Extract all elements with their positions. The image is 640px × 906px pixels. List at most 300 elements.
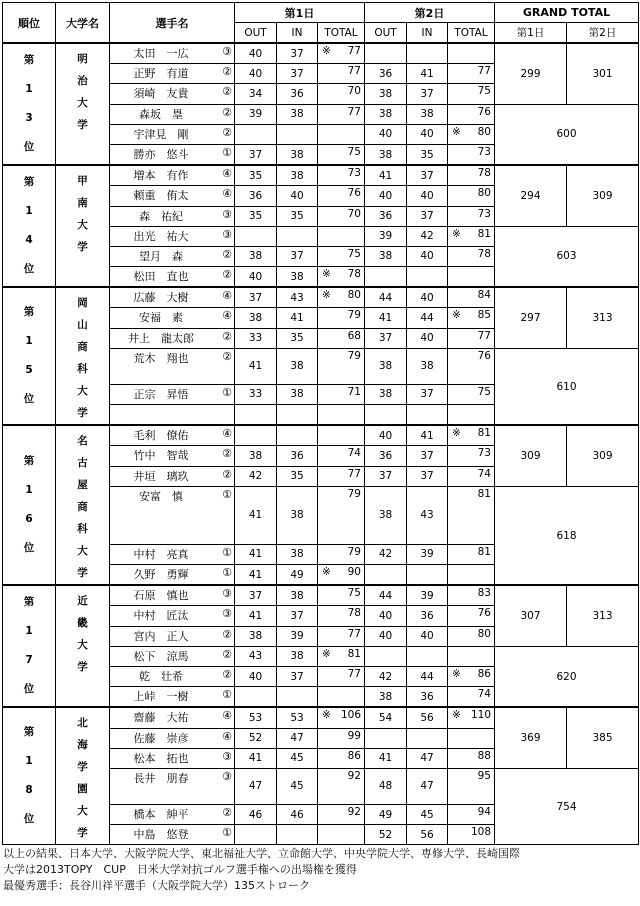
rank-char: 3 [25, 112, 33, 125]
d2-total-cell [448, 124, 495, 144]
player-year: ② [222, 447, 232, 461]
d2-total-score: 95 [477, 769, 491, 782]
d1-total-score: 75 [347, 145, 361, 158]
player-row [3, 287, 639, 308]
player-year: ② [222, 85, 232, 99]
player-cell [110, 544, 235, 564]
d2-total-score: 80 [477, 627, 491, 640]
note-line: 最優秀選手：長谷川祥平選手（大阪学院大学）135ストローク [3, 879, 310, 892]
d1-out-score [235, 124, 277, 144]
d1-total-score: 74 [347, 447, 361, 460]
d1-total-score: 77 [347, 668, 361, 680]
player-year: ② [222, 268, 232, 282]
d1-in-score [277, 825, 318, 845]
d2-total-cell [448, 348, 495, 384]
d2-total-cell [448, 425, 495, 446]
player-cell [110, 768, 235, 804]
player-name: 松本 拓也 [133, 751, 189, 765]
rank-char: 第 [23, 726, 35, 739]
university-char: 大 [77, 545, 88, 558]
player-cell [110, 246, 235, 266]
player-cell [110, 446, 235, 466]
d1-out-score [235, 226, 277, 246]
rank-char: 位 [23, 263, 35, 276]
player-year: ③ [222, 207, 232, 221]
player-name: 安福 素 [139, 311, 183, 325]
rank-char: 4 [25, 234, 33, 247]
header-day1-in: IN [277, 23, 318, 44]
d2-in-score: 45 [407, 805, 448, 825]
gt-day1-value: 297 [495, 287, 567, 348]
player-name: 中村 匠汰 [133, 609, 189, 623]
grand-total-value: 618 [495, 486, 639, 585]
d1-in-score: 46 [277, 805, 318, 825]
university-char: 学 [77, 241, 88, 254]
header-university: 大学名 [56, 3, 110, 44]
rank-char: 第 [23, 54, 35, 67]
d2-out-score [365, 267, 407, 288]
university-char: 治 [77, 75, 88, 87]
player-name: 森 祐紀 [139, 209, 183, 223]
d2-total-score: 78 [477, 167, 491, 180]
d1-total-score: 79 [347, 487, 361, 500]
d2-total-cell [448, 585, 495, 606]
d1-out-score: 41 [235, 486, 277, 544]
rank-char: 位 [23, 813, 35, 826]
university-char: 近 [77, 595, 88, 608]
gt-day1-value: 309 [495, 425, 567, 486]
d1-total-cell [318, 165, 365, 186]
d1-total-cell [318, 226, 365, 246]
d2-total-score: 77 [477, 65, 491, 78]
d1-in-score: 37 [277, 246, 318, 266]
player-year: ① [222, 545, 232, 559]
player-row [3, 585, 639, 606]
d2-out-score: 38 [365, 104, 407, 124]
d1-total-cell [318, 768, 365, 804]
d2-out-score: 41 [365, 308, 407, 328]
d1-in-score: 36 [277, 84, 318, 104]
d1-total-score: 92 [347, 769, 361, 782]
d2-out-score: 44 [365, 585, 407, 606]
d2-out-score: 38 [365, 144, 407, 165]
player-cell [110, 124, 235, 144]
d2-total-score: 78 [477, 247, 491, 260]
d1-total-score: 77 [347, 467, 361, 480]
rank-cell [3, 707, 56, 845]
d2-out-score [365, 646, 407, 666]
d1-out-score [235, 825, 277, 845]
d1-total-cell [318, 328, 365, 348]
d2-in-score: 37 [407, 446, 448, 466]
d1-total-cell [318, 246, 365, 266]
d2-total-cell [448, 728, 495, 748]
player-row [3, 43, 639, 64]
header-day2-out: OUT [365, 23, 407, 44]
d1-in-score [277, 425, 318, 446]
player-year: ① [222, 826, 232, 840]
university-char: 科 [77, 363, 88, 376]
d1-out-score: 40 [235, 64, 277, 84]
university-char: 山 [77, 319, 88, 332]
d2-in-score: 47 [407, 768, 448, 804]
d1-total-cell [318, 544, 365, 564]
rank-cell [3, 585, 56, 707]
d2-in-score [407, 646, 448, 666]
d2-total-cell [448, 768, 495, 804]
d2-in-score: 44 [407, 667, 448, 687]
d1-out-score [235, 405, 277, 426]
d1-total-score: 77 [347, 45, 361, 57]
d2-out-score: 48 [365, 768, 407, 804]
d2-total-cell [448, 667, 495, 687]
player-year: ② [222, 627, 232, 641]
player-year: ④ [222, 187, 232, 201]
d2-out-score [365, 728, 407, 748]
d1-total-score: 79 [347, 545, 361, 558]
d2-total-cell [448, 165, 495, 186]
player-cell [110, 805, 235, 825]
player-year: ① [222, 566, 232, 580]
d2-in-score: 40 [407, 246, 448, 266]
d2-total-score: 80 [477, 187, 491, 200]
d2-total-cell [448, 626, 495, 646]
player-name: 井上 龍太郎 [128, 331, 194, 345]
d2-out-score: 42 [365, 544, 407, 564]
player-cell [110, 687, 235, 708]
d1-total-score: 70 [347, 85, 361, 98]
player-cell [110, 384, 235, 404]
university-char: 大 [77, 639, 88, 652]
d1-total-cell [318, 186, 365, 206]
results-table [2, 2, 639, 845]
d1-total-score: 79 [347, 309, 361, 322]
d2-total-cell [448, 43, 495, 64]
d1-out-score: 52 [235, 728, 277, 748]
player-year: ① [222, 145, 232, 159]
player-cell [110, 825, 235, 845]
d1-total-cell [318, 308, 365, 328]
d1-in-score: 41 [277, 308, 318, 328]
player-year: ④ [222, 709, 232, 723]
player-cell [110, 43, 235, 64]
d1-total-cell [318, 565, 365, 586]
d1-out-score: 40 [235, 43, 277, 64]
d2-in-score: 38 [407, 348, 448, 384]
d2-in-score: 40 [407, 328, 448, 348]
drop-mark: ※ [322, 45, 331, 57]
university-cell [56, 165, 110, 287]
d1-in-score: 38 [277, 104, 318, 124]
d2-in-score: 37 [407, 466, 448, 486]
header-day1: 第1日 [235, 3, 365, 23]
gt-day2-value: 309 [567, 165, 639, 226]
d1-total-cell [318, 687, 365, 708]
d1-total-score: 92 [347, 806, 361, 818]
player-year: ④ [222, 289, 232, 303]
grand-total-value: 620 [495, 646, 639, 707]
d1-total-score: 80 [347, 289, 361, 302]
d1-total-cell [318, 384, 365, 404]
d2-out-score: 40 [365, 124, 407, 144]
d2-in-score [407, 43, 448, 64]
university-char: 学 [77, 761, 88, 774]
rank-char: 1 [25, 755, 33, 768]
d2-in-score: 36 [407, 687, 448, 708]
d2-total-score: 74 [477, 688, 491, 701]
d1-out-score: 38 [235, 446, 277, 466]
d1-total-score: 70 [347, 207, 361, 220]
d1-total-cell [318, 748, 365, 768]
d2-out-score: 40 [365, 425, 407, 446]
d2-in-score: 56 [407, 707, 448, 728]
d1-total-score: 106 [340, 709, 361, 722]
player-year: ② [222, 105, 232, 119]
player-year: ④ [222, 167, 232, 181]
player-name: 須崎 友貴 [133, 87, 189, 101]
notes [3, 846, 637, 894]
player-year: ② [222, 247, 232, 261]
d2-total-score: 85 [477, 309, 491, 322]
header-player: 選手名 [110, 3, 235, 44]
player-name: 久野 勇輝 [133, 568, 189, 582]
d1-in-score: 53 [277, 707, 318, 728]
d2-total-cell [448, 687, 495, 708]
d2-total-score: 88 [477, 749, 491, 762]
player-name: 松田 直也 [133, 270, 189, 284]
d2-total-score: 110 [470, 709, 491, 722]
d1-out-score: 39 [235, 104, 277, 124]
d1-total-cell [318, 124, 365, 144]
d2-in-score [407, 267, 448, 288]
note-line: 大学は2013TOPY CUP 日米大学対抗ゴルフ選手権への出場権を獲得 [3, 863, 357, 876]
d2-total-score: 77 [477, 329, 491, 342]
d2-in-score: 40 [407, 124, 448, 144]
d1-total-score: 90 [347, 566, 361, 579]
rank-char: 8 [25, 784, 33, 797]
d1-out-score: 40 [235, 267, 277, 288]
university-char: 明 [77, 53, 88, 65]
drop-mark: ※ [322, 647, 331, 660]
player-cell [110, 84, 235, 104]
d1-total-score: 99 [347, 729, 361, 742]
player-year: ② [222, 65, 232, 79]
player-name: 井垣 璃玖 [133, 469, 189, 483]
d2-out-score: 39 [365, 226, 407, 246]
player-year: ④ [222, 729, 232, 743]
d1-total-score: 68 [347, 329, 361, 342]
d1-total-cell [318, 667, 365, 687]
rank-char: 1 [25, 83, 33, 96]
player-name: 長井 朋春 [133, 771, 189, 785]
d2-in-score [407, 565, 448, 586]
d2-total-cell [448, 707, 495, 728]
university-char: 学 [77, 661, 88, 674]
note-line: 以上の結果、日本大学、大阪学院大学、東北福祉大学、立命館大学、中央学院大学、専修大学、長崎国際 [3, 847, 520, 860]
d2-out-score: 40 [365, 186, 407, 206]
d2-total-score: 86 [477, 668, 491, 680]
rank-char: 位 [23, 683, 35, 696]
d1-out-score: 38 [235, 626, 277, 646]
d2-total-cell [448, 565, 495, 586]
university-char: 南 [77, 197, 88, 210]
d1-out-score: 42 [235, 466, 277, 486]
d2-total-score: 73 [477, 207, 491, 220]
d2-in-score: 36 [407, 606, 448, 626]
university-cell [56, 287, 110, 425]
d2-total-cell [448, 405, 495, 426]
d1-in-score: 38 [277, 486, 318, 544]
player-cell [110, 226, 235, 246]
player-name: 太田 一広 [133, 47, 189, 60]
d2-total-cell [448, 446, 495, 466]
d2-out-score: 36 [365, 446, 407, 466]
d1-out-score: 33 [235, 384, 277, 404]
player-name: 正宗 昇悟 [133, 387, 189, 401]
d2-out-score: 38 [365, 348, 407, 384]
d2-total-score: 81 [477, 227, 491, 240]
d2-total-cell [448, 825, 495, 845]
d2-total-score: 81 [477, 427, 491, 440]
d1-total-cell [318, 728, 365, 748]
d2-total-score: 76 [477, 105, 491, 118]
d2-in-score: 39 [407, 585, 448, 606]
d1-in-score: 38 [277, 165, 318, 186]
d1-in-score: 35 [277, 328, 318, 348]
rank-char: 第 [23, 455, 35, 468]
player-name: 正野 有道 [133, 67, 189, 81]
university-char: 岡 [77, 297, 88, 310]
header-day2-in: IN [407, 23, 448, 44]
rank-char: 位 [23, 542, 35, 555]
player-cell [110, 606, 235, 626]
d1-in-score: 37 [277, 606, 318, 626]
d1-out-score: 41 [235, 348, 277, 384]
d1-in-score [277, 226, 318, 246]
university-char: 大 [77, 385, 88, 398]
d1-out-score: 36 [235, 186, 277, 206]
header-day2: 第2日 [365, 3, 495, 23]
d2-out-score: 38 [365, 687, 407, 708]
d2-total-cell [448, 805, 495, 825]
d2-total-cell [448, 466, 495, 486]
d2-in-score: 37 [407, 165, 448, 186]
d2-in-score: 40 [407, 287, 448, 308]
d2-in-score: 40 [407, 186, 448, 206]
d1-in-score: 38 [277, 544, 318, 564]
player-row [3, 425, 639, 446]
player-cell [110, 667, 235, 687]
rank-char: 第 [23, 176, 35, 189]
player-year: ④ [222, 309, 232, 323]
d2-total-cell [448, 267, 495, 288]
d2-total-cell [448, 144, 495, 165]
player-year: ② [222, 349, 232, 363]
d1-out-score: 46 [235, 805, 277, 825]
player-year: ④ [222, 427, 232, 441]
university-char: 甲 [77, 175, 88, 188]
d2-total-score: 83 [477, 587, 491, 600]
d1-in-score: 38 [277, 348, 318, 384]
player-cell [110, 348, 235, 384]
d2-total-score: 75 [477, 85, 491, 98]
player-name: 安富 慎 [139, 489, 183, 503]
d1-out-score: 41 [235, 606, 277, 626]
rank-char: 第 [23, 306, 35, 319]
drop-mark: ※ [322, 289, 331, 302]
d1-total-score: 73 [347, 167, 361, 180]
player-year: ③ [222, 227, 232, 241]
d1-total-cell [318, 646, 365, 666]
rank-char: 位 [23, 393, 35, 406]
player-cell [110, 486, 235, 544]
d1-total-cell [318, 267, 365, 288]
player-name: 佐藤 崇彦 [133, 731, 189, 745]
d1-total-score: 71 [347, 385, 361, 398]
player-year: ③ [222, 45, 232, 58]
player-name: 宇津見 剛 [133, 127, 189, 141]
rank-char: 第 [23, 596, 35, 609]
player-cell [110, 425, 235, 446]
university-char: 屋 [77, 479, 88, 492]
d2-out-score: 41 [365, 748, 407, 768]
university-char: 学 [77, 827, 88, 840]
d2-in-score: 37 [407, 384, 448, 404]
d2-total-score: 75 [477, 385, 491, 398]
d1-total-score: 75 [347, 587, 361, 600]
player-cell [110, 206, 235, 226]
player-cell [110, 165, 235, 186]
d1-total-cell [318, 825, 365, 845]
grand-total-value: 610 [495, 348, 639, 425]
d2-out-score: 42 [365, 667, 407, 687]
gt-day2-value: 301 [567, 43, 639, 104]
d1-total-cell [318, 585, 365, 606]
player-name: 乾 壮希 [139, 670, 183, 683]
player-cell [110, 405, 235, 426]
d1-in-score: 37 [277, 43, 318, 64]
university-group [3, 707, 639, 845]
header-day2-total: TOTAL [448, 23, 495, 44]
d2-total-cell [448, 328, 495, 348]
d2-total-score: 73 [477, 447, 491, 460]
d2-out-score: 38 [365, 384, 407, 404]
player-cell [110, 104, 235, 124]
d1-in-score: 45 [277, 768, 318, 804]
rank-char: 6 [25, 513, 33, 526]
university-cell [56, 425, 110, 585]
d2-out-score: 40 [365, 626, 407, 646]
gt-day2-value: 313 [567, 287, 639, 348]
d2-in-score [407, 728, 448, 748]
d2-total-score: 84 [477, 289, 491, 302]
d1-out-score: 40 [235, 667, 277, 687]
drop-mark: ※ [452, 427, 461, 440]
d1-total-score: 78 [347, 607, 361, 620]
player-cell [110, 267, 235, 288]
d1-total-cell [318, 104, 365, 124]
university-char: 大 [77, 97, 88, 109]
player-cell [110, 748, 235, 768]
gt-day2-value: 313 [567, 585, 639, 646]
university-char: 学 [77, 567, 88, 580]
d1-in-score: 38 [277, 646, 318, 666]
d2-out-score [365, 565, 407, 586]
d1-in-score: 39 [277, 626, 318, 646]
gt-day1-value: 307 [495, 585, 567, 646]
d1-total-cell [318, 626, 365, 646]
d1-in-score [277, 124, 318, 144]
